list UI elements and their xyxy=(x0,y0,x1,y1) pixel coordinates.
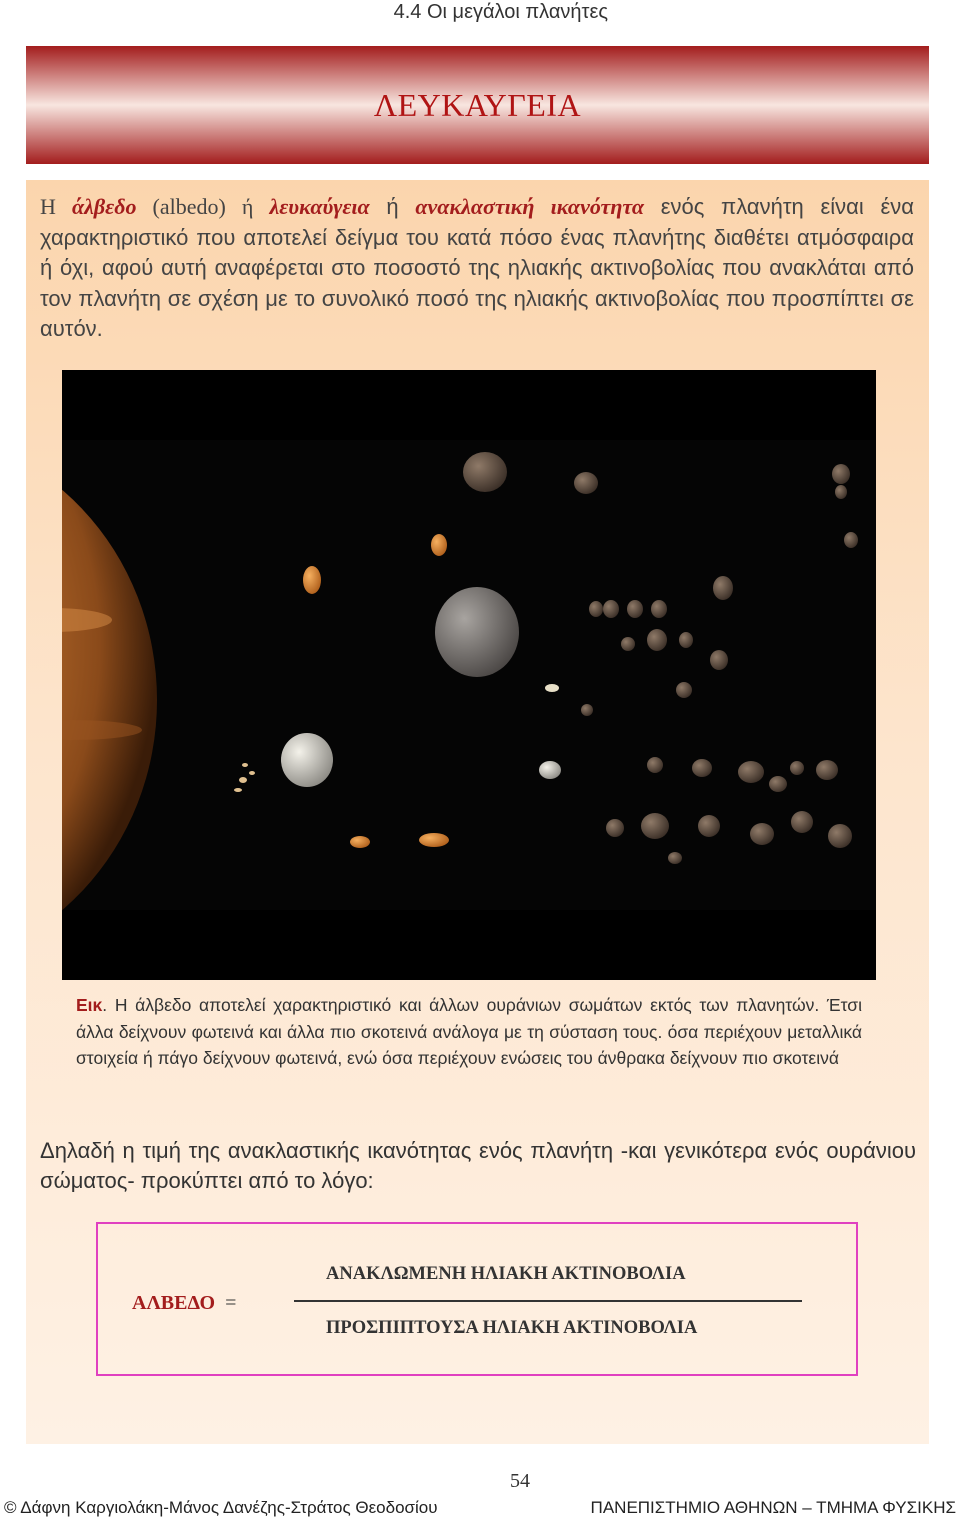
formula-fraction-line xyxy=(294,1300,802,1302)
term-albedo: άλβεδο xyxy=(71,194,137,219)
intro-prefix: Η xyxy=(40,194,72,219)
formula-albedo-label: ΑΛΒΕΔΟ xyxy=(132,1292,216,1314)
figure-caption xyxy=(76,992,862,1072)
page-title: ΛΕΥΚΑΥΓΕΙΑ xyxy=(373,86,582,123)
moons-comparison-image xyxy=(62,370,876,980)
footer-institution: ΠΑΝΕΠΙΣΤΗΜΙΟ ΑΘΗΝΩΝ – ΤΜΗΜΑ ΦΥΣΙΚΗΣ xyxy=(590,1498,956,1517)
summary-paragraph: Δηλαδή η τιμή της ανακλαστικής ικανότητας ενός πλανήτη -και γενικότερα ενός ουράνιου σώματος- προκύπτει από το λόγο: xyxy=(40,1138,916,1193)
formula-denominator: ΠΡΟΣΠΙΠΤΟΥΣΑ ΗΛΙΑΚΗ ΑΚΤΙΝΟΒΟΛΙΑ xyxy=(326,1318,698,1338)
moons-figure xyxy=(62,370,876,980)
intro-part1: (albedo) ή xyxy=(136,194,270,219)
formula-lhs xyxy=(132,1292,236,1315)
moon-brown-top xyxy=(463,452,507,492)
formula-equals: = xyxy=(225,1292,237,1314)
intro-part2: ή xyxy=(369,194,416,219)
moon-white-cratered xyxy=(281,733,333,787)
caption-text: . Η άλβεδο αποτελεί χαρακτηριστικό και άλλων ουράνιων σωμάτων εκτός των πλανητών. Έτσι άλλα δείχνουν φωτεινά και άλλα πιο σκοτεινά ανάλογα με τη σύσταση τους. όσα περιέχουν μεταλλικά στοιχεία ή πάγο δείχνουν φωτεινά, ενώ όσα περιέχουν ενώσεις του άνθρακα δείχνουν πιο σκοτεινά xyxy=(76,995,862,1068)
intro-paragraph xyxy=(40,192,914,345)
term-leukavgeia: λευκαύγεια xyxy=(269,194,370,219)
page-number: 54 xyxy=(510,1470,530,1492)
moon-grey-large xyxy=(435,587,519,677)
formula-numerator: ΑΝΑΚΛΩΜΕΝΗ ΗΛΙΑΚΗ ΑΚΤΙΝΟΒΟΛΙΑ xyxy=(326,1264,686,1284)
albedo-formula-box xyxy=(96,1222,858,1376)
title-banner xyxy=(26,46,929,164)
chapter-header: 4.4 Οι μεγάλοι πλανήτες xyxy=(393,1,608,23)
intro-part3: ενός πλανήτη είναι ένα χαρακτηριστικό που αποτελεί δείγμα του κατά πόσο ένας πλανήτης διαθέτει ατμόσφαιρα ή όχι, αφού αυτή αναφέρεται στο ποσοστό της ηλιακής ακτινοβολίας που ανακλάται από τον πλανήτη σε σχέση με το συνολικό ποσό της ηλιακής ακτινοβολίας που προσπίπτει σε αυτόν. xyxy=(40,194,914,341)
footer-authors: © Δάφνη Καργιολάκη-Μάνος Δανέζης-Στράτος Θεοδοσίου xyxy=(4,1498,438,1517)
caption-label: Εικ xyxy=(76,995,103,1015)
term-reflectivity: ανακλαστική ικανότητα xyxy=(415,194,645,219)
